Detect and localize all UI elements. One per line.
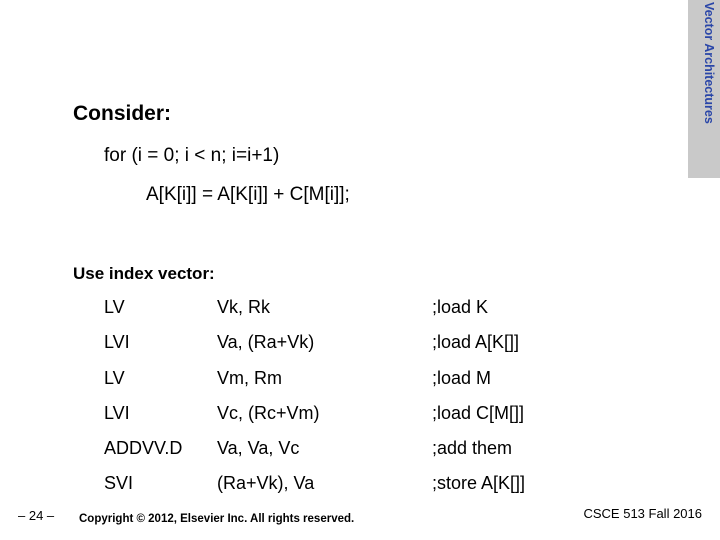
page-number: – 24 – bbox=[18, 508, 55, 523]
instruction-comment: ;load M bbox=[432, 367, 492, 388]
code-statement-line: A[K[i]] = A[K[i]] + C[M[i]]; bbox=[146, 184, 350, 205]
instruction-operands: Vm, Rm bbox=[217, 367, 282, 388]
instruction-comment: ;add them bbox=[432, 438, 513, 459]
code-loop-line: for (i = 0; i < n; i=i+1) bbox=[104, 145, 280, 166]
course-label: CSCE 513 Fall 2016 bbox=[583, 506, 702, 521]
section-label: Vector Architectures bbox=[702, 2, 716, 124]
instruction-opcode: LVI bbox=[104, 332, 130, 353]
instruction-operands: Vc, (Rc+Vm) bbox=[217, 402, 320, 423]
instruction-opcode: SVI bbox=[104, 473, 134, 494]
instruction-comment: ;load A[K[]] bbox=[432, 332, 520, 353]
instruction-comment: ;store A[K[]] bbox=[432, 473, 526, 494]
copyright-notice: Copyright © 2012, Elsevier Inc. All rights reserved. bbox=[79, 513, 355, 525]
instruction-operands: Va, (Ra+Vk) bbox=[217, 332, 315, 353]
instruction-operands: Vk, Rk bbox=[217, 297, 271, 317]
instruction-operands: Va, Va, Vc bbox=[217, 438, 300, 459]
slide-heading: Consider: bbox=[73, 102, 172, 125]
instruction-operands: (Ra+Vk), Va bbox=[217, 473, 315, 494]
instruction-comment: ;load K bbox=[432, 297, 489, 317]
instruction-opcode: LVI bbox=[104, 402, 130, 423]
instruction-opcode: LV bbox=[104, 367, 125, 388]
instruction-opcode: LV bbox=[104, 297, 125, 317]
instruction-comment: ;load C[M[]] bbox=[432, 402, 525, 423]
side-band bbox=[688, 0, 720, 178]
instruction-opcode: ADDVV.D bbox=[104, 438, 183, 459]
slide-subheading: Use index vector: bbox=[73, 264, 215, 283]
